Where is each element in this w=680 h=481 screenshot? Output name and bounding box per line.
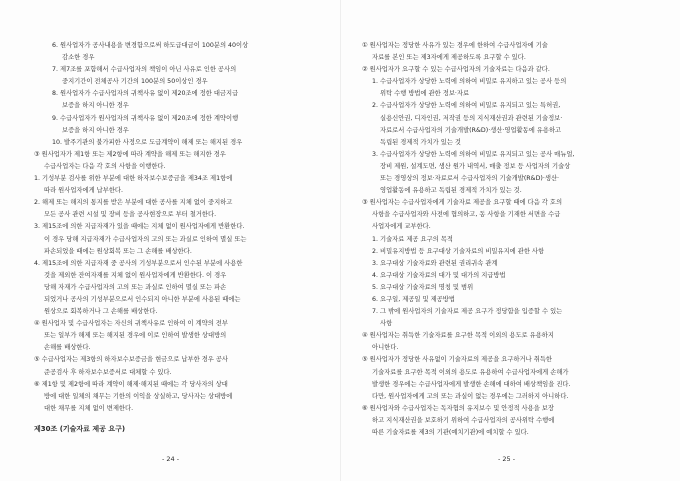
text-line: 3. 수급사업자가 상당한 노력에 의하여 비밀로 유지되고 있는 공사 매뉴얼,: [372, 150, 575, 158]
text-line: 감소한 경우: [62, 54, 95, 62]
text-line: 6. 원사업자가 공사내용을 변경함으로써 하도급대금이 100분의 40이상: [52, 42, 249, 49]
text-line: 하고 지식재산권을 보호하기 위하여 수급사업자의 공사위탁 수행에: [372, 416, 555, 424]
text-line: 따른 기술자료를 제3의 기관(예치기관)에 예치할 수 있다.: [372, 429, 529, 436]
left-page: [34, 40, 334, 435]
text-line: 8. 원사업자가 수급사업자의 귀책사유 없이 제20조에 정한 대금지급: [52, 90, 239, 98]
text-line: 준공검사 후 하자보수보증서로 대체할 수 있다.: [44, 368, 172, 376]
text-line: 영업활동에 유용하고 독립된 경제적 가치가 있는 것.: [380, 187, 522, 195]
text-line: 3. 요구대상 기술자료와 관련된 권리귀속 관계: [372, 259, 498, 267]
text-line: 2. 수급사업자가 상당한 노력에 의하여 비밀로 유지되고 있는 특허권,: [372, 102, 561, 110]
text-line: 다만, 원사업자에게 고의 또는 과실이 없는 경우에는 그러하지 아니하다.: [372, 392, 569, 400]
text-line: 9. 수급사업자가 원사업자의 귀책사유 없이 제20조에 정한 계약이행: [52, 114, 239, 122]
text-line: 1. 기성부분 검사를 위한 부분에 대한 하자보수보증금을 제34조 제1항에: [34, 175, 233, 183]
text-line: 또는 일부가 해제 또는 해지된 경우에 이로 인하여 발생한 상대방의: [44, 332, 227, 340]
text-line: 수급사업자는 다음 각 호의 사항을 이행한다.: [44, 162, 166, 170]
text-line: 4. 요구대상 기술자료의 대가 및 대가의 지급방법: [372, 271, 506, 279]
right-page: [362, 40, 662, 439]
text-line: 3. 제15조에 의한 지급자재가 있을 때에는 지체 없이 원사업자에게 반환한다.: [34, 223, 245, 231]
text-line: 것을 제외한 잔여자재를 지체 없이 원사업자에게 반환한다. 이 경우: [44, 271, 227, 279]
text-line: 당해 자재가 수급사업자의 고의 또는 과실로 인하여 멸실 또는 파손: [44, 283, 227, 291]
text-line: 자료로서 수급사업자의 기술개발(R&D)·생산·영업활동에 유용하고: [380, 126, 562, 134]
text-line: 발생한 경우에는 수급사업자에게 발생한 손해에 대하여 배상책임을 진다.: [372, 380, 571, 388]
text-line: 보증을 하지 아니한 경우: [62, 126, 129, 134]
text-line: 원상으로 회복하거나 그 손해를 배상한다.: [44, 308, 158, 316]
text-line: ④ 원사업자는 취득한 기술자료를 요구한 목적 이외의 용도로 유용하지: [362, 332, 554, 340]
text-line: 모든 공사 관련 시설 및 장비 등을 공사현장으로 부터 철거한다.: [44, 211, 217, 219]
text-line: 이 경우 당해 지급자재가 수급사업자의 고의 또는 과실로 인하여 멸실 또는: [44, 235, 247, 243]
text-line: 기술자료를 요구한 목적 이외의 용도로 유용하여 수급사업자에게 손해가: [372, 368, 569, 376]
text-line: 2. 비밀유지방법 등 요구대상 기술자료의 비밀유지에 관한 사항: [372, 247, 545, 255]
text-line: ⑤ 원사업자가 정당한 사유없이 기술자료의 제공을 요구하거나 취득한: [362, 356, 552, 364]
text-line: 따라 원사업자에게 납부한다.: [44, 187, 123, 195]
text-line: 되었거나 공사의 기성부분으로서 인수되지 아니한 부분에 사용된 때에는: [44, 295, 241, 303]
text-line: 7. 그 밖에 원사업자의 기술자료 제공 요구가 정당함을 입증할 수 있는: [372, 308, 563, 316]
text-line: ⑤ 수급사업자는 제3항의 하자보수보증금을 현금으로 납부한 경우 공사: [34, 356, 228, 364]
text-line: ② 원사업자가 요구할 수 있는 수급사업자의 기술자료는 다음과 같다.: [362, 66, 550, 74]
text-line: ⑥ 원사업자와 수급사업자는 독자협의 유지보수 및 안정적 사용을 보장: [362, 404, 554, 412]
text-line: 파손되었을 때에는 원상회복 또는 그 손해를 배상한다.: [44, 247, 192, 255]
text-line: 독립된 경제적 가치가 있는 것: [380, 138, 461, 146]
text-line: ① 원사업자는 정당한 사유가 있는 경우에 한하여 수급사업자에 기술: [362, 42, 548, 49]
text-line: ④ 원사업자 및 수급사업자는 자신의 귀책사유로 인하여 이 계약의 전부: [34, 320, 228, 328]
article-heading: 제30조 (기술자료 제공 요구): [34, 424, 126, 433]
text-line: 방에 대한 일체의 채무는 기한의 이익을 상실하고, 당사자는 상대방에: [44, 392, 233, 400]
text-line: 10. 발주기관의 불가피한 사정으로 도급계약이 해제 또는 해지된 경우: [52, 138, 243, 146]
text-line: ⑥ 제1항 및 제2항에 따라 계약이 해제·해지된 때에는 각 당사자의 상대: [34, 380, 228, 388]
text-line: 자료를 본인 또는 제3자에게 제공하도록 요구할 수 있다.: [372, 54, 526, 62]
text-line: 위탁 수행 방법에 관한 정보·자료: [380, 90, 470, 98]
text-line: 사항을 수급사업자와 사전에 협의하고, 동 사항을 기재한 서면을 수급: [372, 211, 561, 219]
page-number-left: - 24 -: [162, 455, 180, 463]
text-line: 중지기간이 전체공사 기간의 100분의 50이상인 경우: [62, 78, 208, 86]
text-line: 5. 요구대상 기술자료의 명칭 및 범위: [372, 283, 474, 291]
text-line: 2. 해제 또는 해지의 통지를 받은 부분에 대한 공사를 지체 없이 중지하고: [34, 199, 233, 207]
text-line: 또는 경영상의 정보·자료로서 수급사업자의 기술개발(R&D)·생산·: [380, 175, 560, 183]
text-line: 장비 제원, 설계도면, 생산 원가 내역서, 매출 정보 등 사업자의 기술상: [380, 162, 571, 170]
text-line: 사항: [380, 320, 393, 328]
text-line: 7. 제7조를 포함해서 수급사업자의 책임이 아닌 사유로 인한 공사의: [52, 66, 237, 74]
page-gutter: [340, 0, 341, 481]
page-number-right: - 25 -: [498, 455, 516, 463]
text-line: 대한 채무를 지체 없이 변제한다.: [44, 404, 134, 412]
text-line: ③ 원사업자는 수급사업자에게 기술자료 제공을 요구할 때에 다음 각 호의: [362, 199, 563, 207]
text-line: 6. 요구일, 제공일 및 제공방법: [372, 295, 455, 303]
text-line: 1. 수급사업자가 상당한 노력에 의하여 비밀로 유지하고 있는 공사 등의: [372, 78, 567, 86]
text-line: 사업자에게 교부한다.: [372, 223, 431, 231]
text-line: 아니한다.: [372, 344, 399, 352]
text-line: 4. 제15조에 의한 지급자재 중 공사의 기성부분으로서 인수된 부분에 사용한: [34, 259, 243, 267]
text-line: 손해를 배상한다.: [44, 344, 91, 352]
text-line: ③ 원사업자가 제1항 또는 제2항에 따라 계약을 해제 또는 해지한 경우: [34, 150, 226, 158]
text-line: 실용신안권, 디자인권, 저작권 등의 지식재산권과 관련된 기술정보·: [380, 114, 563, 122]
text-line: 1. 기술자료 제공 요구의 목적: [372, 235, 453, 243]
text-line: 보증을 하지 아니한 경우: [62, 102, 129, 110]
